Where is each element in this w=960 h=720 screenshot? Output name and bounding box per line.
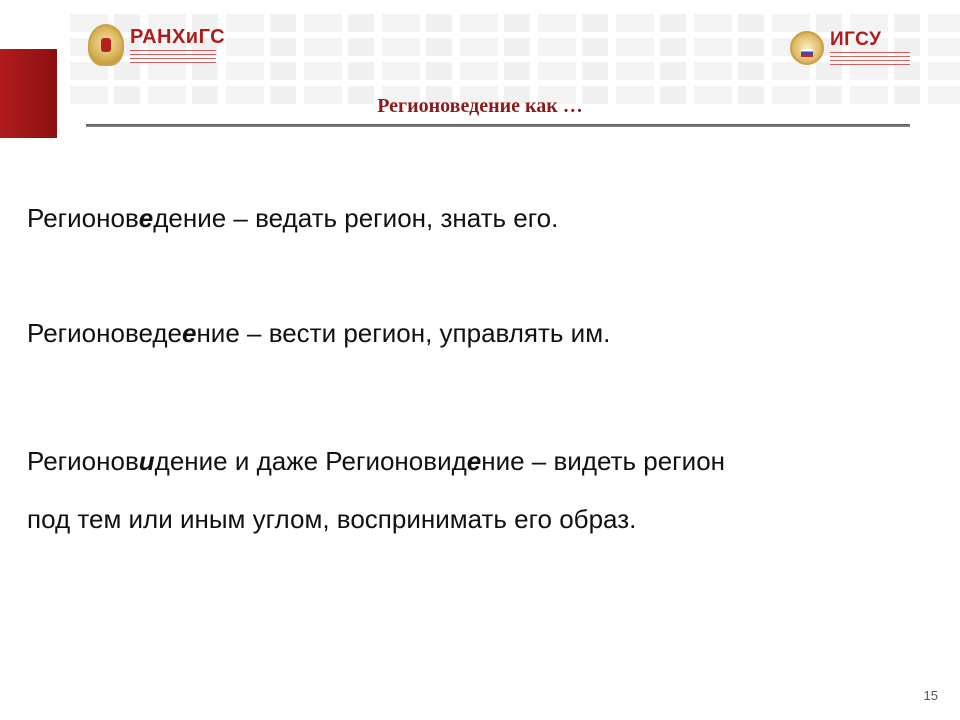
paragraph-line: под тем или иным углом, воспринимать его образ. <box>27 504 637 534</box>
text-segment: дение и даже Регионовид <box>154 446 467 476</box>
igsu-logo-name: ИГСУ <box>830 29 882 50</box>
slide-title: Регионоведение как … <box>377 95 583 117</box>
igsu-logo-fine-print <box>830 52 910 66</box>
page-number: 15 <box>923 688 938 703</box>
ranepa-logo-fine-print <box>130 50 216 64</box>
text-segment: Регионоведе <box>27 318 182 348</box>
text-segment: Регионов <box>27 203 139 233</box>
paragraph-vesti <box>27 318 610 349</box>
text-segment: Регионов <box>27 446 139 476</box>
paragraph-line <box>27 432 927 490</box>
ranepa-logo-name: РАНХиГС <box>130 26 226 48</box>
ranepa-logo <box>88 24 225 66</box>
accent-bar <box>0 49 57 138</box>
title-divider <box>86 124 910 127</box>
stressed-letter: е <box>181 318 197 348</box>
text-segment: дение – ведать регион, знать его. <box>153 203 559 233</box>
stressed-letter: и <box>138 446 155 476</box>
paragraph-videt <box>27 432 927 548</box>
stressed-letter: е <box>466 446 482 476</box>
igsu-emblem-icon <box>790 31 824 65</box>
paragraph-vedat <box>27 203 558 234</box>
text-segment: ние – вести регион, управлять им. <box>196 318 611 348</box>
igsu-logo <box>790 30 910 66</box>
stressed-letter: е <box>138 203 154 233</box>
ranepa-emblem-icon <box>88 24 124 66</box>
text-segment: ние – видеть регион <box>481 446 726 476</box>
